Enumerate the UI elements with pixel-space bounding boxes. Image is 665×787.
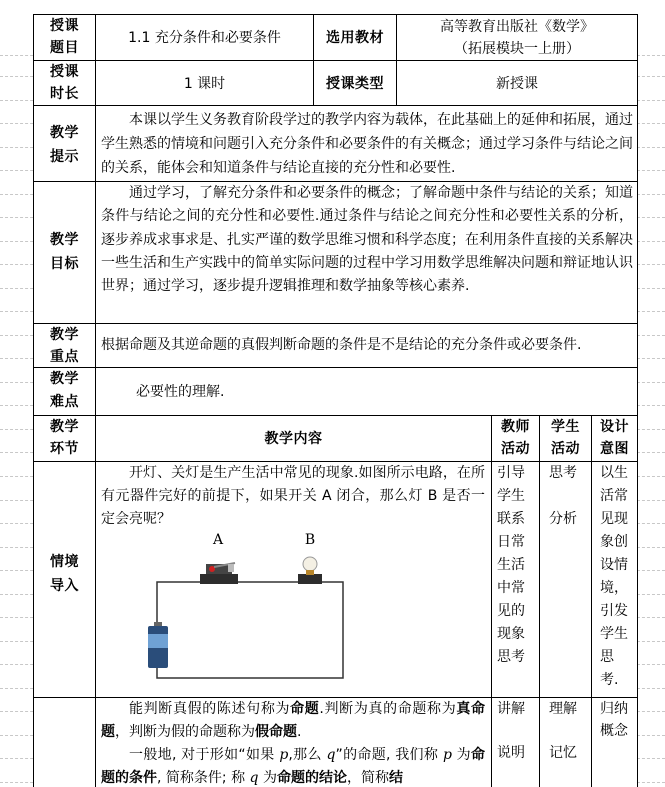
concept-teacher-activity: 讲解 说明	[497, 701, 525, 761]
lesson-topic: 1.1 充分条件和必要条件	[128, 30, 281, 46]
scenario-student-activity: 思考 分析	[549, 465, 577, 527]
label-bulb-b: B	[304, 532, 316, 548]
label-teaching-stage: 教学 环节	[50, 419, 79, 457]
label-lesson-type: 授课类型	[326, 76, 384, 92]
lesson-duration: 1 课时	[183, 76, 226, 92]
label-key-points: 教学 重点	[50, 327, 79, 365]
label-difficult-points: 教学 难点	[50, 371, 79, 410]
teaching-tips-text: 本课以学生义务教育阶段学过的教学内容为载体，在此基础上的延伸和拓展，通过学生熟悉的情境和问题引入充分条件和必要条件的有关概念；通过学习条件与结论之间的关系，能体会和知道条件与结论直接的充分性和必要性.	[101, 112, 633, 176]
label-scenario-intro: 情境 导入	[50, 554, 79, 594]
label-textbook: 选用教材	[326, 30, 384, 46]
lesson-type: 新授课	[496, 76, 538, 92]
label-teaching-tips: 教学 提示	[50, 125, 79, 165]
circuit-wire	[157, 582, 343, 678]
scenario-teacher-activity: 引导 学生 联系 日常 生活 中常 见的 现象 思考	[497, 465, 525, 665]
difficult-points-text: 必要性的理解.	[136, 384, 225, 400]
teaching-goals-text: 通过学习，了解充分条件和必要条件的概念；了解命题中条件与结论的关系；知道条件与结论之间的充分性和必要性.通过条件与结论之间充分性和必要性关系的分析，逐步养成求事求是、扎实严谨的数学思维习惯和科学态度；在利用条件直接的关系解决一些生活和生产实践中的简单实际问题的过程中学习用数学思维解决问题和辩证地认识世界；通过学习，逐步提升逻辑推理和数学抽象等核心素养.	[101, 185, 633, 295]
circuit-figure	[140, 530, 360, 690]
bulb-b-icon	[298, 557, 322, 584]
concept-text	[96, 698, 491, 787]
textbook-value: 高等教育出版社《数学》 （拓展模块一上册）	[440, 19, 594, 57]
header-teaching-content: 教学内容	[264, 431, 323, 447]
label-switch-a: A	[212, 532, 224, 548]
scenario-text: 开灯、关灯是生产生活中常见的现象.如图所示电路，在所有元器件完好的前提下，如果开关 A 闭合，那么灯 B 是否一定会亮呢？	[101, 465, 485, 527]
header-design-intent: 设计 意图	[600, 419, 629, 457]
label-teaching-goals: 教学 目标	[50, 232, 79, 272]
concept-paragraph-2: 一般地, 对于形如“如果 p,那么 q”的命题, 我们称 p 为命题的条件, 简称条件; 称 q 为命题的结论，简称结	[101, 747, 486, 786]
concept-student-activity: 理解 记忆	[549, 701, 577, 761]
label-lesson-topic: 授课 题目	[50, 18, 79, 56]
battery-icon	[148, 622, 168, 668]
header-student-activity: 学生 活动	[551, 419, 580, 457]
header-teacher-activity: 教师 活动	[501, 419, 530, 457]
label-lesson-duration: 授课 时长	[50, 64, 79, 102]
concept-design-intent: 归纳 概念	[600, 701, 628, 739]
concept-paragraph-1: 能判断真假的陈述句称为命题.判断为真的命题称为真命题，判断为假的命题称为假命题.	[101, 701, 486, 740]
key-points-text: 根据命题及其逆命题的真假判断命题的条件是不是结论的充分条件或必要条件.	[101, 337, 582, 353]
scenario-design-intent: 以生 活常 见现 象创 设情 境， 引发 学生 思 考.	[600, 465, 628, 688]
switch-a-icon	[200, 563, 238, 584]
